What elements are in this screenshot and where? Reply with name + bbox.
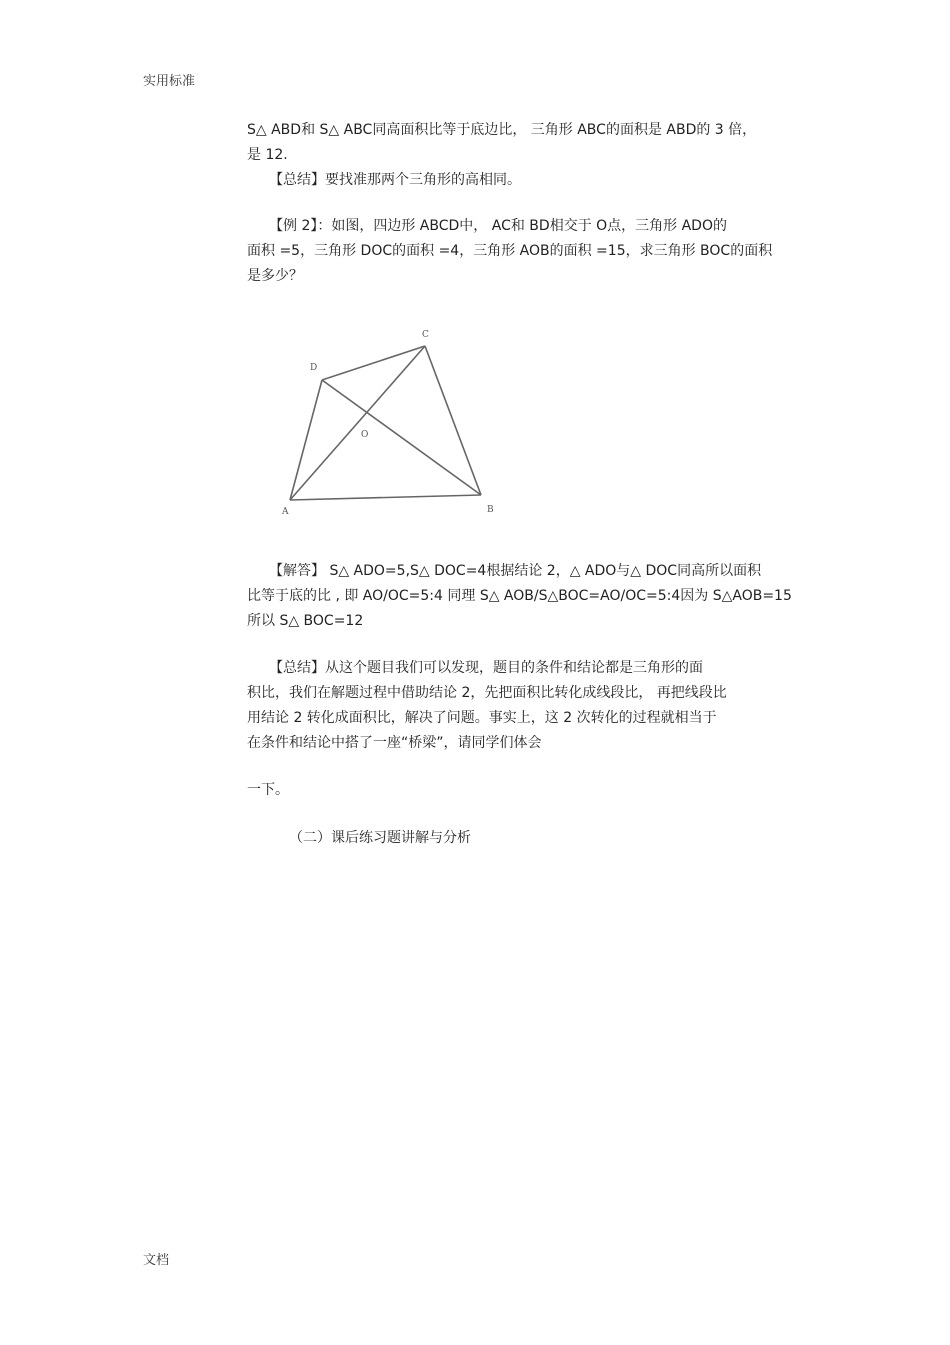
answer-line: 所以 S△ BOC=12 <box>247 613 364 629</box>
summary-line: 【总结】从这个题目我们可以发现，题目的条件和结论都是三角形的面 <box>269 660 703 676</box>
answer-line: 【解答】 S△ ADO=5,S△ DOC=4根据结论 2，△ ADO与△ DOC同高所以面积 <box>269 563 762 579</box>
example-line: 【例 2】：如图，四边形 ABCD中， AC和 BD相交于 O点，三角形 ADO的 <box>269 218 727 234</box>
edge-ab <box>290 495 481 500</box>
summary-line: 在条件和结论中搭了一座“桥梁”，请同学们体会 <box>247 735 542 751</box>
vertex-label-c: C <box>422 330 429 340</box>
example-line: 面积 =5，三角形 DOC的面积 =4，三角形 AOB的面积 =15，求三角形 BOC的面积 <box>247 243 773 259</box>
point-label-o: O <box>361 430 369 440</box>
quadrilateral-figure <box>270 320 510 525</box>
summary-line: 【总结】要找准那两个三角形的高相同。 <box>269 172 521 188</box>
summary-line: 用结论 2 转化成面积比，解决了问题。事实上，这 2 次转化的过程就相当于 <box>247 710 717 726</box>
summary-line: 一下。 <box>247 782 289 798</box>
page-header: 实用标准 <box>143 74 196 89</box>
section-title: （二）课后练习题讲解与分析 <box>289 830 471 846</box>
vertex-label-b: B <box>487 505 494 515</box>
text-line: 是 12. <box>247 147 288 163</box>
answer-line: 比等于底的比 , 即 AO/OC=5:4 同理 S△ AOB/S△BOC=AO/OC=5:4因为 S△AOB=15 <box>247 588 792 604</box>
text-line: S△ ABD和 S△ ABC同高面积比等于底边比， 三角形 ABC的面积是 ABD的 3 倍， <box>247 122 757 138</box>
page-footer: 文档 <box>143 1253 170 1268</box>
vertex-label-d: D <box>310 363 318 373</box>
edge-bc <box>425 346 481 495</box>
summary-line: 积比，我们在解题过程中借助结论 2，先把面积比转化成线段比， 再把线段比 <box>247 685 727 701</box>
example-line: 是多少？ <box>247 268 303 284</box>
vertex-label-a: A <box>282 507 289 517</box>
quadrilateral-diagram <box>270 320 510 525</box>
